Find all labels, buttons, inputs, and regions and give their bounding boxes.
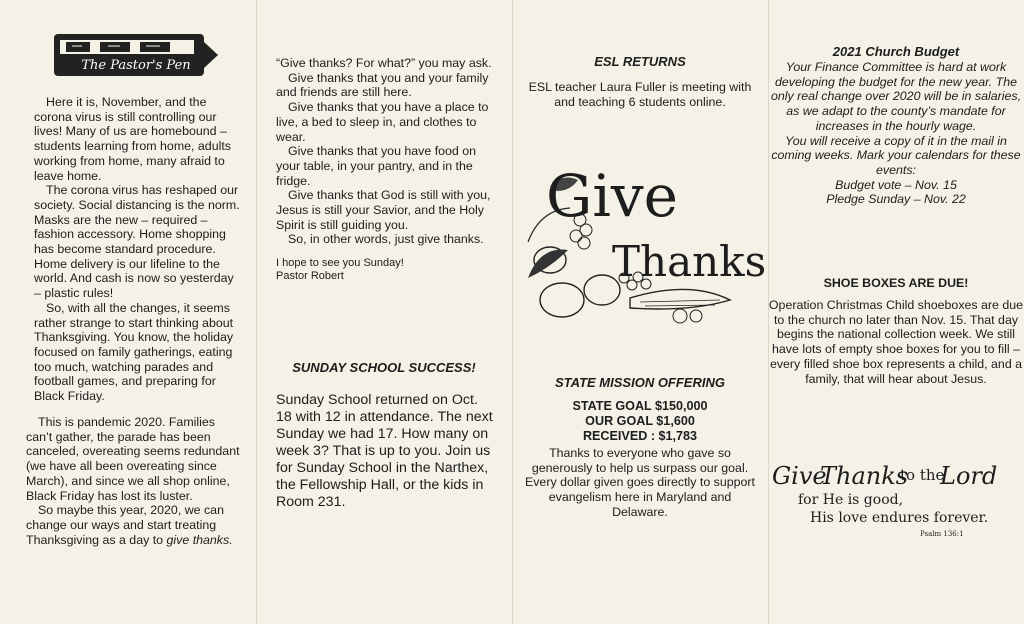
paragraph: Give thanks that you have a place to live, a bed to sleep in, and clothes to wear. xyxy=(276,100,489,144)
psalm-reference: Psalm 136:1 xyxy=(920,530,964,538)
state-mission-title: STATE MISSION OFFERING xyxy=(555,375,725,390)
paragraph: Here it is, November, and the corona virus is still controlling our lives! Many of us are homebound – students learning from home, adults working from home, many afraid to leave home. xyxy=(34,95,231,183)
state-goal: STATE GOAL $150,000 xyxy=(572,399,708,413)
esl-text: ESL teacher Laura Fuller is meeting with and teaching 6 students online. xyxy=(528,80,752,109)
budget-title: 2021 Church Budget xyxy=(832,44,960,59)
give-word: Give xyxy=(546,162,678,230)
budget-event-2: Pledge Sunday – Nov. 22 xyxy=(826,192,966,207)
paragraph: This is pandemic 2020. Families can’t gather, the parade has been canceled, overeating seems redundant (we have all been overeating since March), and since we all shop online, Black Friday has lost its luster. xyxy=(26,415,240,503)
our-goal: OUR GOAL $1,600 xyxy=(585,414,695,428)
give-thanks-illustration xyxy=(520,150,767,325)
received: RECEIVED : $1,783 xyxy=(582,429,698,443)
mission-text: Thanks to everyone who gave so generously to help us surpass our goal. Every dollar given goes directly to support evangelism here in Maryland and Delaware. xyxy=(524,446,756,519)
psalm-to-the: to the xyxy=(900,466,945,484)
budget-text-1: Your Finance Committee is hard at work developing the budget for the new year. The only real change over 2020 will be in salaries, as we adapt to the county’s mandate for increases in the hourly wage. xyxy=(770,60,1022,133)
mission-goals xyxy=(522,399,758,444)
esl-title: ESL RETURNS xyxy=(594,54,686,69)
pastor-continued-column xyxy=(256,0,512,624)
budget-block xyxy=(768,60,1024,207)
pastor-text-1 xyxy=(34,95,240,404)
psalm-illustration xyxy=(770,452,1000,544)
logo-title: The Pastor's Pen xyxy=(81,58,191,73)
paragraph-lead: So maybe this year, 2020, we can change our ways and start treating Thanksgiving as a day to xyxy=(26,503,224,547)
pastor-text-2 xyxy=(26,415,240,547)
pastors-pen-column xyxy=(0,0,256,624)
psalm-line-3: His love endures forever. xyxy=(810,510,989,526)
budget-event-1: Budget vote – Nov. 15 xyxy=(835,177,957,192)
signature: Pastor Robert xyxy=(276,270,344,283)
sunday-school-title: SUNDAY SCHOOL SUCCESS! xyxy=(292,360,476,375)
psalm-thanks: Thanks xyxy=(820,462,909,490)
shoebox-title: SHOE BOXES ARE DUE! xyxy=(823,276,969,290)
paragraph: So, in other words, just give thanks. xyxy=(288,232,484,247)
paragraph: “Give thanks? For what?” you may ask. xyxy=(276,56,492,70)
shoebox-text: Operation Christmas Child shoeboxes are due to the church no later than Nov. 15. That day begins the national collection week. We still have lots of empty shoe boxes for you to fill – every filled shoe box represents a child, and a family, that will hear about Jesus. xyxy=(768,298,1024,386)
psalm-give: Give xyxy=(772,462,827,490)
paragraph: Give thanks that you have food on your table, in your pantry, and in the fridge. xyxy=(276,144,477,188)
thanks-word: Thanks xyxy=(612,237,767,286)
budget-text-2: You will receive a copy of it in the mail in coming weeks. Mark your calendars for these events: xyxy=(771,133,1021,177)
pastors-pen-logo xyxy=(50,28,220,84)
psalm-lord: Lord xyxy=(940,462,998,490)
paragraph: So, with all the changes, it seems rather strange to start thinking about Thanksgiving. You know, the holiday focused on family gatherings, eating too much, watching parades and football games, and preparing for Black Friday. xyxy=(34,300,234,404)
emphasis: give thanks. xyxy=(166,532,233,547)
closing: I hope to see you Sunday! xyxy=(276,257,404,270)
paragraph xyxy=(26,503,240,547)
psalm-line-2: for He is good, xyxy=(798,492,904,508)
paragraph: Give thanks that you and your family and friends are still here. xyxy=(276,70,489,100)
sunday-school-text: Sunday School returned on Oct. 18 with 12 in attendance. The next Sunday we had 17. How many on week 3? That is up to you. Join us for Sunday School in the Narthex, the Fellowship Hall, or the kids in Room 231. xyxy=(276,392,493,510)
paragraph: Give thanks that God is still with you, Jesus is still your Savior, and the Holy Spirit is still guiding you. xyxy=(276,188,491,232)
paragraph: The corona virus has reshaped our society. Social distancing is the norm. Masks are the new – required – fashion accessory. Home shopping has become standard procedure. Home delivery is our lifeline to the world. And cash is now so yesterday – plastic rules! xyxy=(34,183,240,301)
pastor-text-3 xyxy=(276,56,492,283)
